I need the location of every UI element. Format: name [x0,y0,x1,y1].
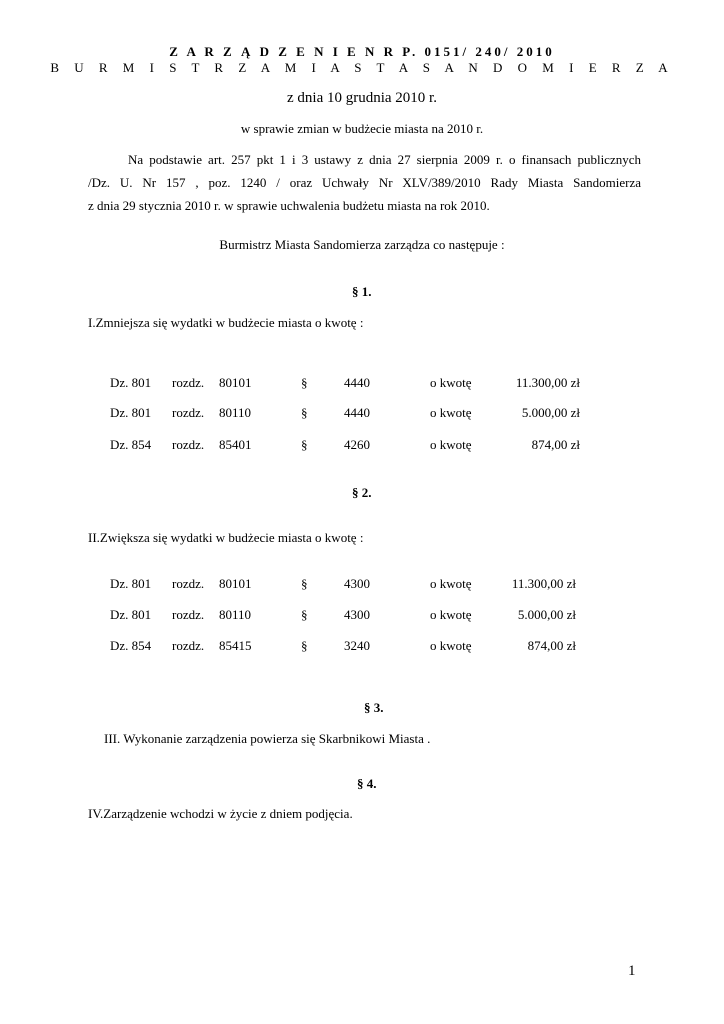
table-row [0,405,724,423]
par-cell: 4440 [344,405,370,420]
par-cell: 3240 [344,638,370,653]
document-date: z dnia 10 grudnia 2010 r. [287,90,437,106]
paragraph-sign: § [301,437,308,452]
preamble-line: Na podstawie art. 257 pkt 1 i 3 ustawy z dnia 27 sierpnia 2009 r. o finansach publicznych [128,152,641,167]
section-2-heading: § 2. [352,485,372,500]
table-row [0,437,724,455]
dz-cell: Dz. 801 [110,576,152,591]
amount-label: o kwotę [430,375,472,390]
section-1-heading: § 1. [352,284,372,299]
rozdz-label: rozdz. [172,607,205,622]
amount-cell: 5.000,00 zł [521,405,580,420]
table-row [0,576,724,594]
paragraph-sign: § [301,638,308,653]
section-3-heading: § 3. [364,700,384,715]
document-title: Z A R Z Ą D Z E N I E N R P. 0151/ 240/ 2010 [169,44,555,59]
rozdz-cell: 80101 [219,576,252,591]
amount-label: o kwotę [430,607,472,622]
rozdz-cell: 80110 [219,405,252,420]
preamble-line: z dnia 29 stycznia 2010 r. w sprawie uchwalenia budżetu miasta na rok 2010. [88,198,490,213]
rozdz-cell: 80110 [219,607,252,622]
amount-label: o kwotę [430,576,472,591]
par-cell: 4300 [344,576,370,591]
par-cell: 4260 [344,437,370,452]
paragraph-sign: § [301,576,308,591]
table-row [0,638,724,656]
amount-label: o kwotę [430,638,472,653]
section-2-intro: II.Zwiększa się wydatki w budżecie miasta o kwotę : [88,530,364,545]
declaration: Burmistrz Miasta Sandomierza zarządza co następuje : [219,237,505,252]
section-1-intro: I.Zmniejsza się wydatki w budżecie miasta o kwotę : [88,315,364,330]
table-row [0,607,724,625]
paragraph-sign: § [301,405,308,420]
rozdz-cell: 85401 [219,437,252,452]
dz-cell: Dz. 854 [110,437,152,452]
preamble-paragraph [88,148,641,217]
dz-cell: Dz. 801 [110,405,152,420]
rozdz-label: rozdz. [172,576,205,591]
amount-cell: 11.300,00 zł [515,375,580,390]
amount-label: o kwotę [430,405,472,420]
amount-label: o kwotę [430,437,472,452]
rozdz-label: rozdz. [172,405,205,420]
dz-cell: Dz. 801 [110,375,152,390]
document-issuer: B U R M I S T R Z A M I A S T A S A N D O M I E R Z A [50,60,674,75]
rozdz-cell: 85415 [219,638,252,653]
amount-cell: 874,00 zł [531,437,580,452]
section-4-text: IV.Zarządzenie wchodzi w życie z dniem podjęcia. [88,806,353,821]
rozdz-cell: 80101 [219,375,252,390]
rozdz-label: rozdz. [172,638,205,653]
paragraph-sign: § [301,607,308,622]
table-row [0,375,724,393]
section-4-heading: § 4. [357,776,377,791]
par-cell: 4300 [344,607,370,622]
amount-cell: 874,00 zł [527,638,576,653]
dz-cell: Dz. 854 [110,638,152,653]
preamble-line: /Dz. U. Nr 157 , poz. 1240 / oraz Uchwały Nr XLV/389/2010 Rady Miasta Sandomierza [88,175,641,190]
page-number: 1 [628,963,636,979]
amount-cell: 11.300,00 zł [511,576,576,591]
paragraph-sign: § [301,375,308,390]
document-subject: w sprawie zmian w budżecie miasta na 2010 r. [240,121,484,136]
amount-cell: 5.000,00 zł [517,607,576,622]
par-cell: 4440 [344,375,370,390]
rozdz-label: rozdz. [172,437,205,452]
rozdz-label: rozdz. [172,375,205,390]
dz-cell: Dz. 801 [110,607,152,622]
section-3-text: III. Wykonanie zarządzenia powierza się Skarbnikowi Miasta . [104,731,431,746]
